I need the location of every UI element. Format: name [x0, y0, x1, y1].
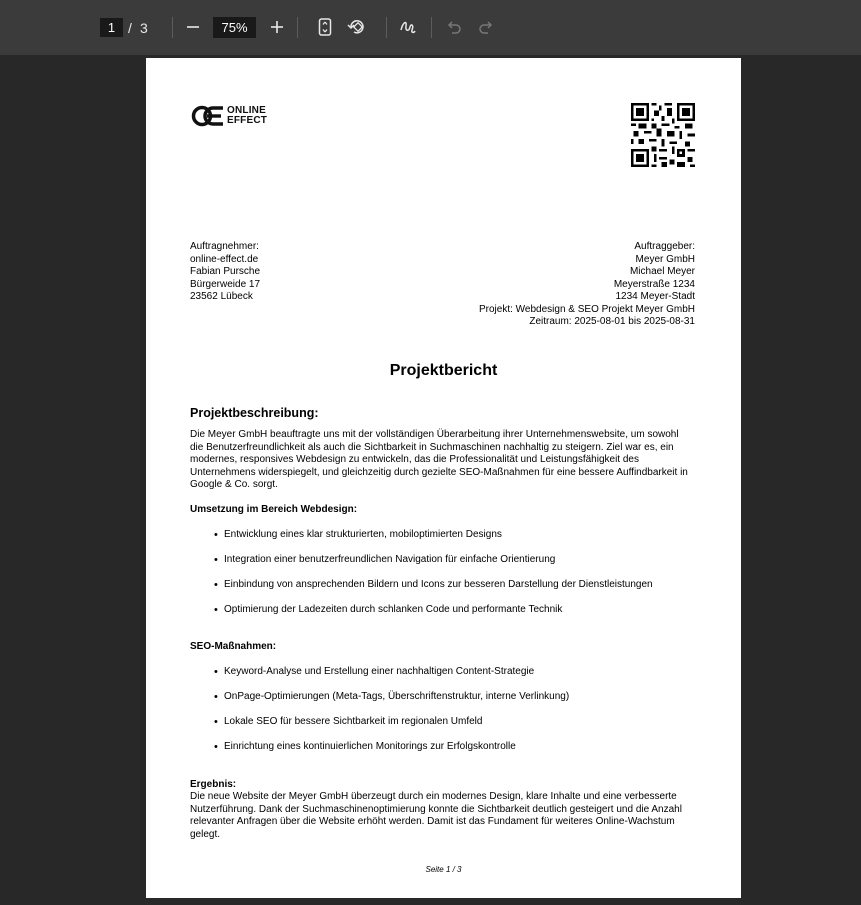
paragraph-line: gelegt.	[190, 828, 221, 840]
webdesign-list	[214, 529, 653, 629]
zoom-level-input[interactable]: 75%	[213, 17, 256, 38]
list-item: • Optimierung der Ladezeiten durch schlanken Code und performante Technik	[214, 604, 653, 629]
paragraph-line: Unternehmens widerspiegelt, und gleichzeitig durch gezielte SEO-Maßnahmen für eine bessere Auffindbarkeit in	[190, 466, 688, 478]
list-item: • OnPage-Optimierungen (Meta-Tags, Überschriftenstruktur, interne Verlinkung)	[214, 691, 569, 716]
draw-button[interactable]	[396, 15, 420, 39]
total-pages: 3	[140, 19, 148, 36]
contractor-address	[190, 241, 260, 304]
list-item: • Keyword-Analyse und Erstellung einer nachhaltigen Content-Strategie	[214, 666, 569, 691]
contractor-label: Auftragnehmer:	[190, 241, 259, 252]
seo-heading: SEO-Maßnahmen:	[190, 641, 277, 652]
company-logo	[191, 104, 267, 128]
page-footer: Seite 1 / 3	[425, 865, 462, 874]
paragraph-line: Die neue Website der Meyer GmbH überzeugt durch ein modernes Design, klare Inhalte und eine verbesserte	[190, 791, 677, 802]
redo-button[interactable]	[474, 15, 498, 39]
toolbar-divider	[297, 17, 298, 38]
online-effect-logo-icon	[191, 104, 225, 128]
undo-button[interactable]	[442, 15, 466, 39]
list-item: • Entwicklung eines klar strukturierten, mobiloptimierten Designs	[214, 529, 653, 554]
redo-icon	[478, 20, 494, 34]
client-address	[479, 241, 695, 329]
pdf-page	[146, 58, 741, 898]
toolbar-divider	[386, 17, 387, 38]
zoom-in-button[interactable]	[265, 15, 289, 39]
current-page-input[interactable]: 1	[100, 18, 123, 37]
plus-icon	[270, 20, 284, 34]
description-heading: Projektbeschreibung:	[190, 406, 319, 420]
logo-text	[227, 106, 267, 126]
minus-icon	[186, 20, 200, 34]
client-city: 1234 Meyer-Stadt	[615, 291, 695, 302]
client-street: Meyerstraße 1234	[613, 278, 695, 290]
document-title: Projektbericht	[389, 362, 498, 379]
client-project: Projekt: Webdesign & SEO Projekt Meyer GmbH	[478, 303, 695, 315]
page-separator: /	[128, 19, 132, 36]
contractor-street: Bürgerweide 17	[190, 278, 261, 290]
paragraph-line: die Benutzerfreundlichkeit als auch die Sichtbarkeit in Suchmaschinen nachhaltig zu steigern. Ziel war es, ein	[190, 441, 674, 453]
zoom-out-button[interactable]	[181, 15, 205, 39]
client-period: Zeitraum: 2025-08-01 bis 2025-08-31	[529, 316, 695, 327]
paragraph-line: relevanter Anfragen über die Website erhöht werden. Damit ist das Fundament für weiteres Online-Wachstum	[190, 816, 675, 827]
paragraph-line: Nutzerführung. Dank der Suchmaschinenoptimierung konnte die Sichtbarkeit deutlich gesteigert und die Anzahl	[190, 803, 682, 815]
undo-icon	[446, 20, 462, 34]
paragraph-line: modernes, responsives Webdesign zu entwickeln, das die Professionalität und Leistungsfähigkeit des	[190, 454, 639, 465]
list-item: • Einrichtung eines kontinuierlichen Monitorings zur Erfolgskontrolle	[214, 741, 569, 766]
list-item: • Lokale SEO für bessere Sichtbarkeit im regionalen Umfeld	[214, 716, 569, 741]
qr-code-icon	[631, 103, 695, 167]
description-paragraph	[190, 429, 700, 492]
seo-list	[214, 666, 569, 766]
draw-icon	[399, 18, 417, 36]
result-paragraph	[190, 791, 700, 841]
webdesign-heading: Umsetzung im Bereich Webdesign:	[190, 504, 358, 515]
contractor-city: 23562 Lübeck	[190, 291, 253, 302]
fit-page-icon	[317, 18, 333, 36]
result-heading: Ergebnis:	[190, 779, 237, 790]
client-label: Auftraggeber:	[634, 241, 695, 252]
list-item: • Integration einer benutzerfreundlichen Navigation für einfache Orientierung	[214, 554, 653, 579]
rotate-button[interactable]	[345, 15, 369, 39]
paragraph-line: Die Meyer GmbH beauftragte uns mit der vollständigen Überarbeitung ihrer Unternehmenswebsite, um sowohl	[190, 429, 679, 440]
contractor-name: Fabian Pursche	[190, 266, 261, 277]
client-company: Meyer GmbH	[635, 253, 695, 265]
toolbar-divider	[172, 17, 173, 38]
list-item: • Einbindung von ansprechenden Bildern und Icons zur besseren Darstellung der Dienstleistungen	[214, 579, 653, 604]
paragraph-line: Google & Co. sorgt.	[190, 479, 278, 490]
pdf-toolbar	[0, 0, 861, 55]
client-name: Michael Meyer	[629, 266, 695, 277]
rotate-icon	[347, 18, 367, 36]
toolbar-divider	[431, 17, 432, 38]
fit-page-button[interactable]	[313, 15, 337, 39]
logo-line-1: ONLINE	[227, 105, 266, 116]
logo-line-2: EFFECT	[227, 115, 268, 126]
contractor-website: online-effect.de	[190, 253, 259, 265]
